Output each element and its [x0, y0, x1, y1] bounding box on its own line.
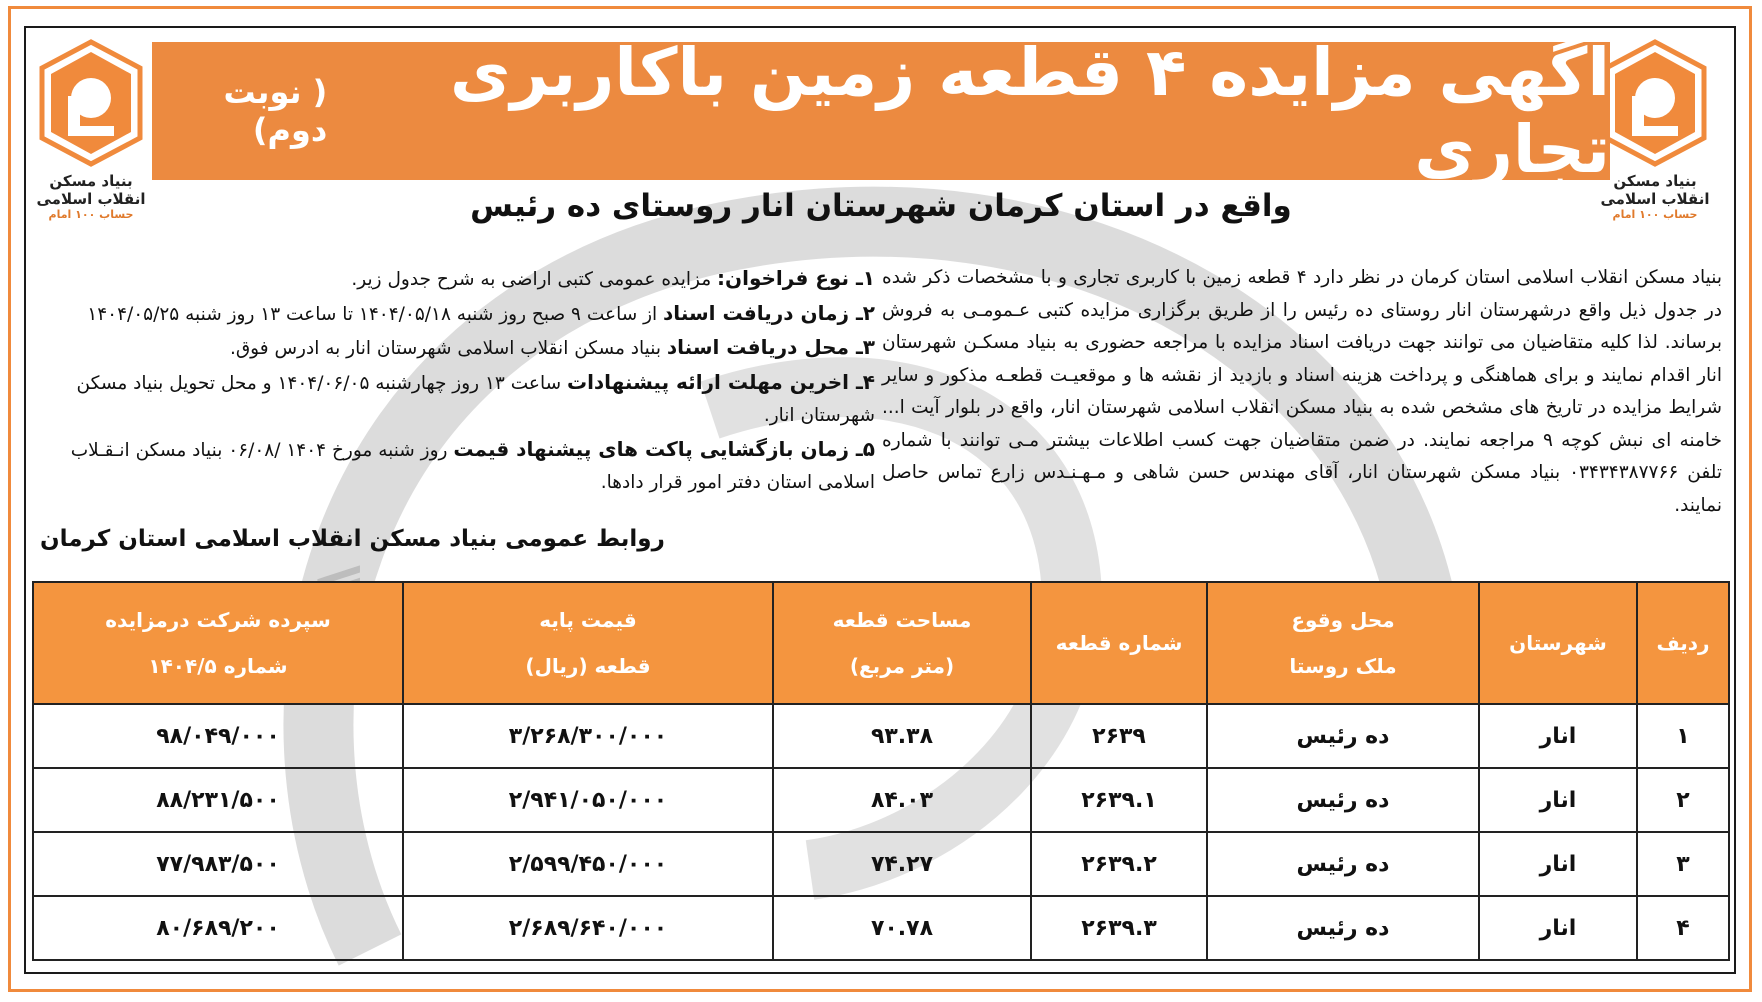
cell-deposit: ۹۸/۰۴۹/۰۰۰: [33, 704, 403, 768]
logo-caption: بنیاد مسکن انقلاب اسلامی: [36, 172, 146, 208]
cell-base-price: ۳/۲۶۸/۳۰۰/۰۰۰: [403, 704, 773, 768]
cell-location: ده رئیس: [1207, 704, 1479, 768]
page-title: آگهی مزایده ۴ قطعه زمین باکاربری تجاری: [450, 34, 1610, 188]
cell-row-number: ۲: [1637, 768, 1729, 832]
condition-text: مزایده عمومی کتبی اراضی به شرح جدول زیر.: [351, 269, 718, 290]
cell-deposit: ۸۸/۲۳۱/۵۰۰: [33, 768, 403, 832]
auction-table: [32, 581, 1730, 961]
logo-subcaption: حساب ۱۰۰ امام: [1612, 208, 1698, 221]
condition-label: ۳ـ محل دریافت اسناد: [666, 335, 875, 359]
condition-label: ۱ـ نوع فراخوان:: [717, 266, 875, 290]
page-subtitle: واقع در استان کرمان شهرستان انار روستای ده رئیس: [470, 188, 1292, 224]
cell-plot-number: ۲۶۳۹.۳: [1031, 896, 1207, 960]
cell-deposit: ۸۰/۶۸۹/۲۰۰: [33, 896, 403, 960]
logo-right: [1600, 38, 1710, 238]
conditions-list: [40, 262, 875, 500]
cell-area: ۷۰.۷۸: [773, 896, 1031, 960]
condition-text: بنیاد مسکن انقلاب اسلامی شهرستان انار به ادرس فوق.: [229, 338, 667, 359]
cell-row-number: ۳: [1637, 832, 1729, 896]
cell-area: ۸۴.۰۳: [773, 768, 1031, 832]
cell-base-price: ۲/۹۴۱/۰۵۰/۰۰۰: [403, 768, 773, 832]
cell-area: ۷۴.۲۷: [773, 832, 1031, 896]
table-row: [33, 896, 1729, 960]
header-area: مساحت قطعه (متر مربع): [773, 582, 1031, 704]
logo-caption: بنیاد مسکن انقلاب اسلامی: [1600, 172, 1710, 208]
condition-text: ساعت ۱۳ روز چهارشنبه ۱۴۰۴/۰۶/۰۵ و محل تحویل بنیاد مسکن شهرستان انار.: [76, 372, 875, 426]
table-row: [33, 704, 1729, 768]
condition-item: [40, 297, 875, 332]
condition-label: ۴ـ اخرین مهلت ارائه پیشنهادات: [566, 369, 875, 394]
condition-item: [40, 262, 875, 297]
header-base-price: قیمت پایه قطعه (ریال): [403, 582, 773, 704]
table-header-row: [33, 582, 1729, 704]
cell-base-price: ۲/۵۹۹/۴۵۰/۰۰۰: [403, 832, 773, 896]
logo-subcaption: حساب ۱۰۰ امام: [48, 208, 134, 221]
header-plot-number: شماره قطعه: [1031, 582, 1207, 704]
intro-paragraph: بنیاد مسکن انقلاب اسلامی استان کرمان در نظر دارد ۴ قطعه زمین با کاربری تجاری و با مشخصات ذکر شده در جدول ذیل واقع درشهرستان انار روستای ده رئیس را از طریق برگزاری مزایده کتبی عـمومـی به فروش برساند. لذا کلیه متقاضیان می توانند جهت دریافت اسناد مزایده با مراجعه حضوری به بنیاد مسکـن شهرستان انار اقدام نمایند و برای هماهنگی و پرداخت هزینه اسناد و بازدید از نقشه ها و موقعیـت قطعـه مذکور و سایر شرایط مزایده در تاریخ های مشخص شده به بنیاد مسکن انقلاب اسلامی شهرستان انار، واقع در بلوار آیت ا... خامنه ای نبش کوچه ۹ مراجعه نمایند. در ضمن متقاضیان جهت کسب اطلاعات بیشتر مـی توانند با شماره تلفن ۰۳۴۳۴۳۸۷۷۶۶ بنیاد مسکن شهرستان انار، آقای مهندس حسن شاهی و مـهـنـدس زارع تماس حاصل نمایند.: [882, 267, 1722, 516]
cell-base-price: ۲/۶۸۹/۶۴۰/۰۰۰: [403, 896, 773, 960]
header-row-number: ردیف: [1637, 582, 1729, 704]
header-county: شهرستان: [1479, 582, 1637, 704]
condition-label: ۵ـ زمان بازگشایی پاکت های پیشنهاد قیمت: [453, 436, 875, 461]
cell-location: ده رئیس: [1207, 768, 1479, 832]
cell-county: انار: [1479, 768, 1637, 832]
cell-county: انار: [1479, 832, 1637, 896]
cell-plot-number: ۲۶۳۹.۱: [1031, 768, 1207, 832]
condition-text: روز شنبه مورخ ۱۴۰۴ /۰۶/۰۸ بنیاد مسکن انـقـلاب اسلامی استان دفتر امور قرار دادها.: [70, 439, 875, 493]
cell-county: انار: [1479, 896, 1637, 960]
round-label: ( نوبت دوم): [223, 73, 328, 149]
logo-left: [36, 38, 146, 238]
cell-county: انار: [1479, 704, 1637, 768]
condition-item: [40, 331, 875, 366]
condition-label: ۲ـ زمان دریافت اسناد: [663, 300, 875, 325]
condition-text: از ساعت ۹ صبح روز شنبه ۱۴۰۴/۰۵/۱۸ تا ساعت ۱۳ روز شنبه ۱۴۰۴/۰۵/۲۵: [87, 303, 664, 325]
foundation-logo-icon: [36, 38, 146, 168]
cell-row-number: ۴: [1637, 896, 1729, 960]
foundation-logo-icon: [1600, 38, 1710, 168]
cell-deposit: ۷۷/۹۸۳/۵۰۰: [33, 832, 403, 896]
cell-location: ده رئیس: [1207, 832, 1479, 896]
condition-item: [40, 366, 875, 433]
table-row: [33, 768, 1729, 832]
cell-location: ده رئیس: [1207, 896, 1479, 960]
header-location: محل وقوع ملک روستا: [1207, 582, 1479, 704]
header-deposit: سپرده شرکت درمزایده شماره ۱۴۰۴/۵: [33, 582, 403, 704]
condition-item: [40, 433, 875, 500]
public-relations-signature: روابط عمومی بنیاد مسکن انقلاب اسلامی استان کرمان: [40, 526, 665, 552]
title-banner: [152, 34, 1610, 188]
cell-area: ۹۳.۳۸: [773, 704, 1031, 768]
cell-plot-number: ۲۶۳۹.۲: [1031, 832, 1207, 896]
cell-plot-number: ۲۶۳۹: [1031, 704, 1207, 768]
table-row: [33, 832, 1729, 896]
cell-row-number: ۱: [1637, 704, 1729, 768]
